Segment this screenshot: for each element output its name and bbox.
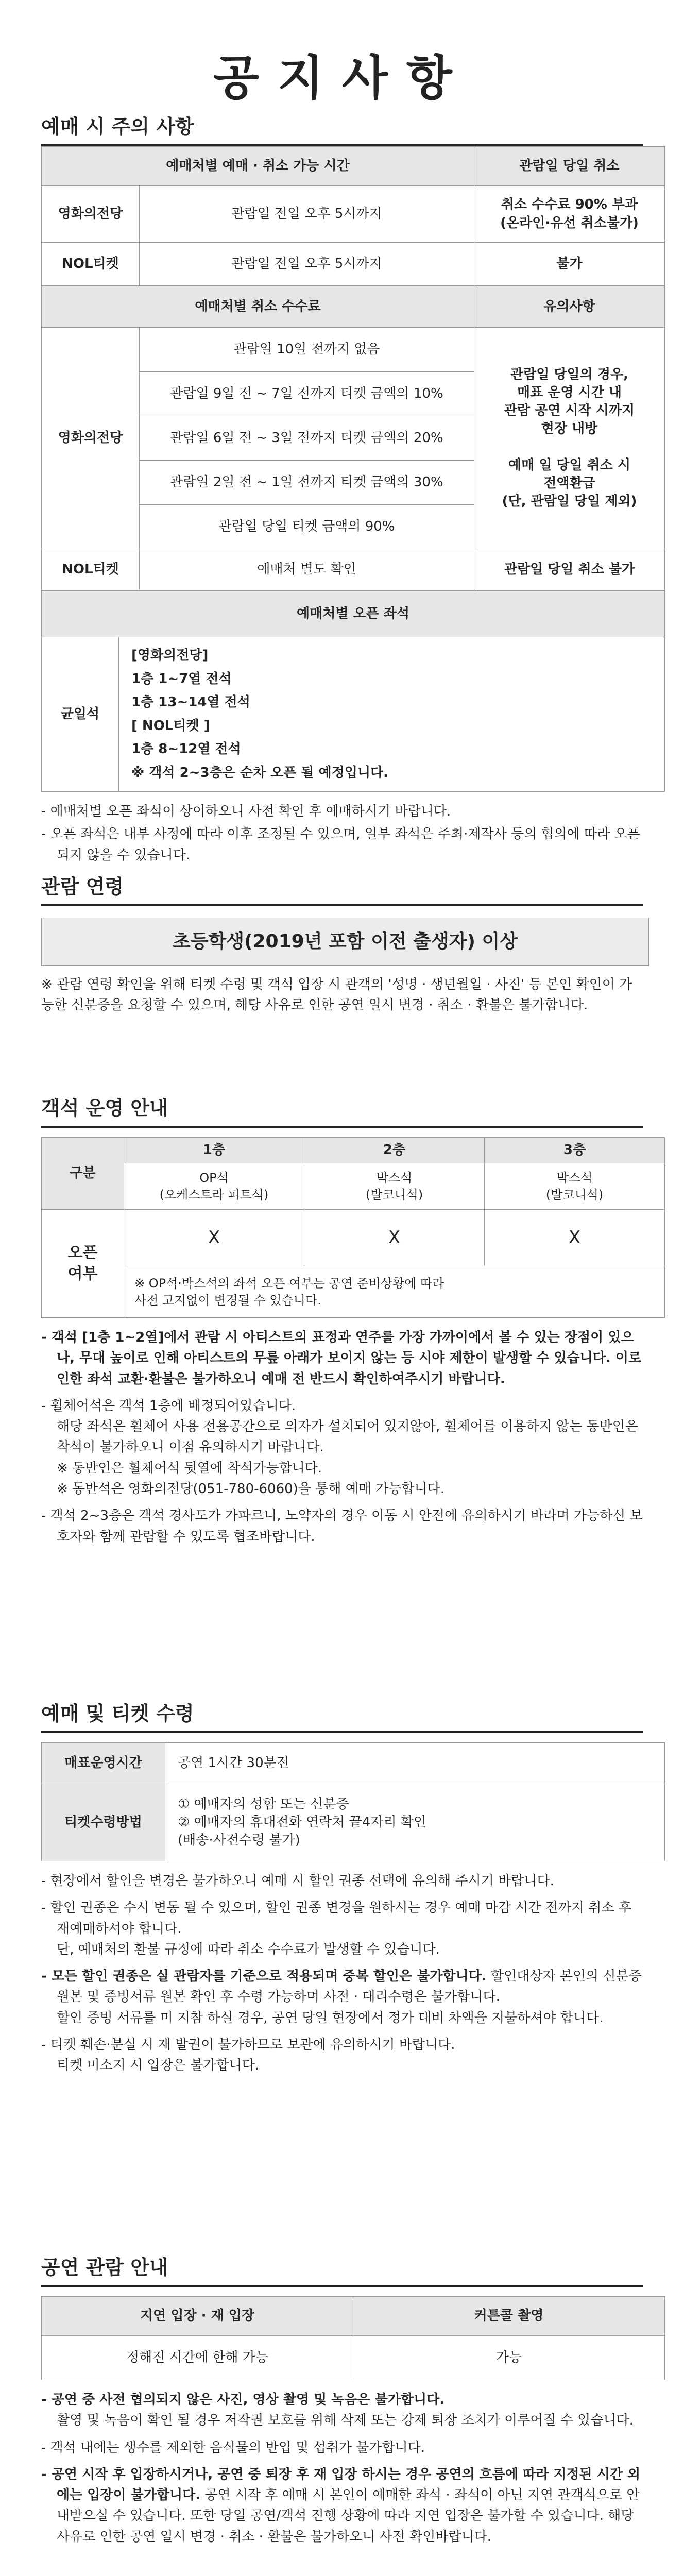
performance-notes (41, 2380, 643, 2558)
vendor-cell: 영화의전당 (42, 186, 140, 243)
vendor-cell: NOL티켓 (42, 243, 140, 286)
ticketing-notes (41, 1861, 643, 2088)
performance-section (0, 2251, 684, 2558)
fee-row: 예매처 별도 확인 (140, 549, 474, 590)
header-late-entry: 지연 입장 · 재 입장 (42, 2297, 353, 2336)
section-title-seating: 객석 운영 안내 (41, 1092, 643, 1128)
cancel-fee-table (41, 286, 665, 590)
booking-notes (41, 792, 643, 877)
age-notes (41, 966, 643, 1027)
note-item (41, 2389, 643, 2431)
fee-row: 관람일 6일 전 ~ 3일 전까지 티켓 금액의 20% (140, 416, 474, 461)
seating-notes (41, 1318, 643, 1558)
age-section (0, 871, 684, 1027)
header-caution: 유의사항 (474, 286, 665, 328)
late-entry-value: 정해진 시간에 한해 가능 (42, 2336, 353, 2380)
seating-col-label: 구분 (42, 1138, 124, 1210)
open-status: X (124, 1210, 304, 1266)
section-title-ticketing: 예매 및 티켓 수령 (41, 1698, 643, 1733)
note-item: - 티켓 훼손·분실 시 재 발권이 불가하므로 보관에 유의하시기 바랍니다. 티켓 미소지 시 입장은 불가합니다. (41, 2037, 455, 2074)
same-day-cell: 취소 수수료 90% 부과 (온라인·유선 취소불가) (474, 186, 665, 243)
note-bold: - 객석 [1층 1~2열]에서 관람 시 아티스트의 표정과 연주를 가장 가까이에서 볼 수 있는 장점이 있으나, 무대 높이로 인해 아티스트의 무릎 아래가 보이지 않는 등 시야 제한이 발생할 수 있습니다. 이로 인한 좌석 교환·환불은 불가하오니 예매 전 반드시 확인하여주시기 바랍니다. (41, 1330, 642, 1387)
ticketing-table (41, 1742, 665, 1861)
fee-vendor-cell: 영화의전당 (42, 328, 140, 549)
age-note: ※ 관람 연령 확인을 위해 티켓 수령 및 객석 입장 시 관객의 '성명 · 생년월일 · 사진' 등 본인 확인이 가능한 신분증을 요청할 수 있으며, 해당 사유로 인한 공연 일시 변경 · 취소 · 환불은 불가합니다. (41, 977, 632, 1013)
fee-row: 관람일 9일 전 ~ 7일 전까지 티켓 금액의 10% (140, 372, 474, 416)
floor-type: 박스석 (발코니석) (304, 1163, 485, 1210)
section-title-performance: 공연 관람 안내 (41, 2251, 643, 2287)
open-seat-label: 균일석 (42, 637, 119, 792)
open-status: X (485, 1210, 665, 1266)
open-seat-content: [영화의전당] 1층 1~7열 전석 1층 13~14열 전석 [ NOL티켓 ] 1층 8~12열 전석 (131, 648, 250, 757)
ticketing-section (0, 1698, 684, 2088)
floor-header: 1층 (124, 1138, 304, 1163)
header-curtain-call: 커튼콜 촬영 (353, 2297, 665, 2336)
note-item: - 할인 권종은 수시 변동 될 수 있으며, 할인 권종 변경을 원하시는 경우 예매 마감 시간 전까지 취소 후 재예매하셔야 합니다. 단, 예매처의 환불 규정에 따라 취소 수수료가 발생할 수 있습니다. (41, 1900, 631, 1957)
open-status: X (304, 1210, 485, 1266)
fee-vendor-cell: NOL티켓 (42, 549, 140, 590)
note-item: - 예매처별 오픈 좌석이 상이하오니 사전 확인 후 예매하시기 바랍니다. (41, 804, 451, 819)
note-item: - 객석 2~3층은 객석 경사도가 가파르니, 노약자의 경우 이동 시 안전에 유의하시기 바라며 가능하신 보호자와 함께 관람할 수 있도록 협조바랍니다. (41, 1508, 643, 1545)
fee-caution-cell: 관람일 당일 취소 불가 (474, 549, 665, 590)
header-open-seats: 예매처별 오픈 좌석 (42, 591, 665, 637)
performance-table (41, 2296, 665, 2380)
section-title-age: 관람 연령 (41, 871, 643, 906)
booking-notice-section (0, 111, 684, 877)
ticket-row-label: 티켓수령방법 (42, 1784, 165, 1861)
floor-header: 2층 (304, 1138, 485, 1163)
cancel-time-table (41, 146, 665, 286)
floor-type: OP석 (오케스트라 피트석) (124, 1163, 304, 1210)
note-bold: - 공연 시작 후 입장하시거나, 공연 중 퇴장 후 재 입장 하시는 경우 공연의 흐름에 따라 지정된 시간 외에는 입장이 불가합니다. (41, 2466, 641, 2503)
seating-row-label: 오픈 여부 (42, 1210, 124, 1318)
cancel-time-cell: 관람일 전일 오후 5시까지 (140, 243, 474, 286)
fee-row: 관람일 당일 티켓 금액의 90% (140, 505, 474, 549)
ticket-row-label: 매표운영시간 (42, 1743, 165, 1784)
header-cancel-time: 예매처별 예매 · 취소 가능 시간 (42, 147, 474, 186)
note-item (41, 1966, 643, 2028)
ticket-row-value: 공연 1시간 30분전 (165, 1743, 665, 1784)
note-rest: 공연 시작 후 예매 시 본인이 예매한 좌석 · 좌석이 아닌 지연 관객석으로 안내받으실 수 있습니다. 또한 당일 공연/객석 진행 상황에 따라 지연 입장은 불가할 수 있습니다. 해당 사유로 인한 공연 일시 변경 · 취소 · 환불은 불가하오니 사전 확인바랍니다. (57, 2487, 640, 2545)
section-title-booking: 예매 시 주의 사항 (41, 111, 643, 146)
seating-table-note: ※ OP석·박스석의 좌석 오픈 여부는 공연 준비상황에 따라 사전 고지없이 변경될 수 있습니다. (124, 1266, 665, 1318)
open-seat-content-cell (119, 637, 665, 792)
page-title: 공지사항 (213, 50, 471, 106)
fee-caution-cell: 관람일 당일의 경우, 매표 운영 시간 내 관람 공연 시작 시까지 현장 내방 예매 일 당일 취소 시 전액환급 (단, 관람일 당일 제외) (474, 328, 665, 549)
note-item: - 휠체어석은 객석 1층에 배정되어있습니다. 해당 좌석은 휠체어 사용 전용공간으로 의자가 설치되어 있지않아, 휠체어를 이용하지 않는 동반인은 착석이 불가하오니 이점 유의하시기 바랍니다. ※ 동반인은 휠체어석 뒷열에 착석가능합니다. ※ 동반석은 영화의전당(051-780-6060)을 통해 예매 가능합니다. (41, 1398, 638, 1497)
same-day-cell: 불가 (474, 243, 665, 286)
floor-header: 3층 (485, 1138, 665, 1163)
ticket-row-value: ① 예매자의 성함 또는 신분증 ② 예매자의 휴대전화 연락처 끝4자리 확인 (배송·사전수령 불가) (165, 1784, 665, 1861)
fee-row: 관람일 2일 전 ~ 1일 전까지 티켓 금액의 30% (140, 461, 474, 505)
curtain-call-value: 가능 (353, 2336, 665, 2380)
floor-type: 박스석 (발코니석) (485, 1163, 665, 1210)
header-same-day: 관람일 당일 취소 (474, 147, 665, 186)
note-bold: - 모든 할인 권종은 실 관람자를 기준으로 적용되며 중복 할인은 불가합니다. (41, 1969, 487, 1985)
fee-row: 관람일 10일 전까지 없음 (140, 328, 474, 372)
seating-table (41, 1137, 665, 1318)
header-cancel-fee: 예매처별 취소 수수료 (42, 286, 474, 328)
seating-section (0, 1092, 684, 1558)
open-seat-table (41, 590, 665, 792)
note-item: - 오픈 좌석은 내부 사정에 따라 이후 조정될 수 있으며, 일부 좌석은 주최·제작사 등의 협의에 따라 오픈되지 않을 수 있습니다. (41, 826, 640, 863)
open-seat-footnote: ※ 객석 2~3층은 순차 오픈 될 예정입니다. (131, 765, 389, 781)
note-item (41, 2464, 643, 2547)
note-rest: 촬영 및 녹음이 확인 될 경우 저작권 보호를 위해 삭제 또는 강제 퇴장 조치가 이루어질 수 있습니다. (57, 2413, 634, 2429)
note-rest: 할인대상자 본인의 신분증 원본 및 증빙서류 원본 확인 후 수령 가능하며 사전 · 대리수령은 불가합니다. 할인 증빙 서류를 미 지참 하실 경우, 공연 당일 현장에서 정가 대비 차액을 지불하셔야 합니다. (57, 1969, 642, 2026)
note-bold: - 공연 중 사전 협의되지 않은 사진, 영상 촬영 및 녹음은 불가합니다. (41, 2392, 445, 2408)
age-requirement: 초등학생(2019년 포함 이전 출생자) 이상 (41, 918, 649, 966)
note-item: - 현장에서 할인을 변경은 불가하오니 예매 시 할인 권종 선택에 유의해 주시기 바랍니다. (41, 1873, 554, 1889)
note-item: - 객석 내에는 생수를 제외한 음식물의 반입 및 섭취가 불가합니다. (41, 2439, 425, 2455)
cancel-time-cell: 관람일 전일 오후 5시까지 (140, 186, 474, 243)
note-item (41, 1327, 643, 1389)
